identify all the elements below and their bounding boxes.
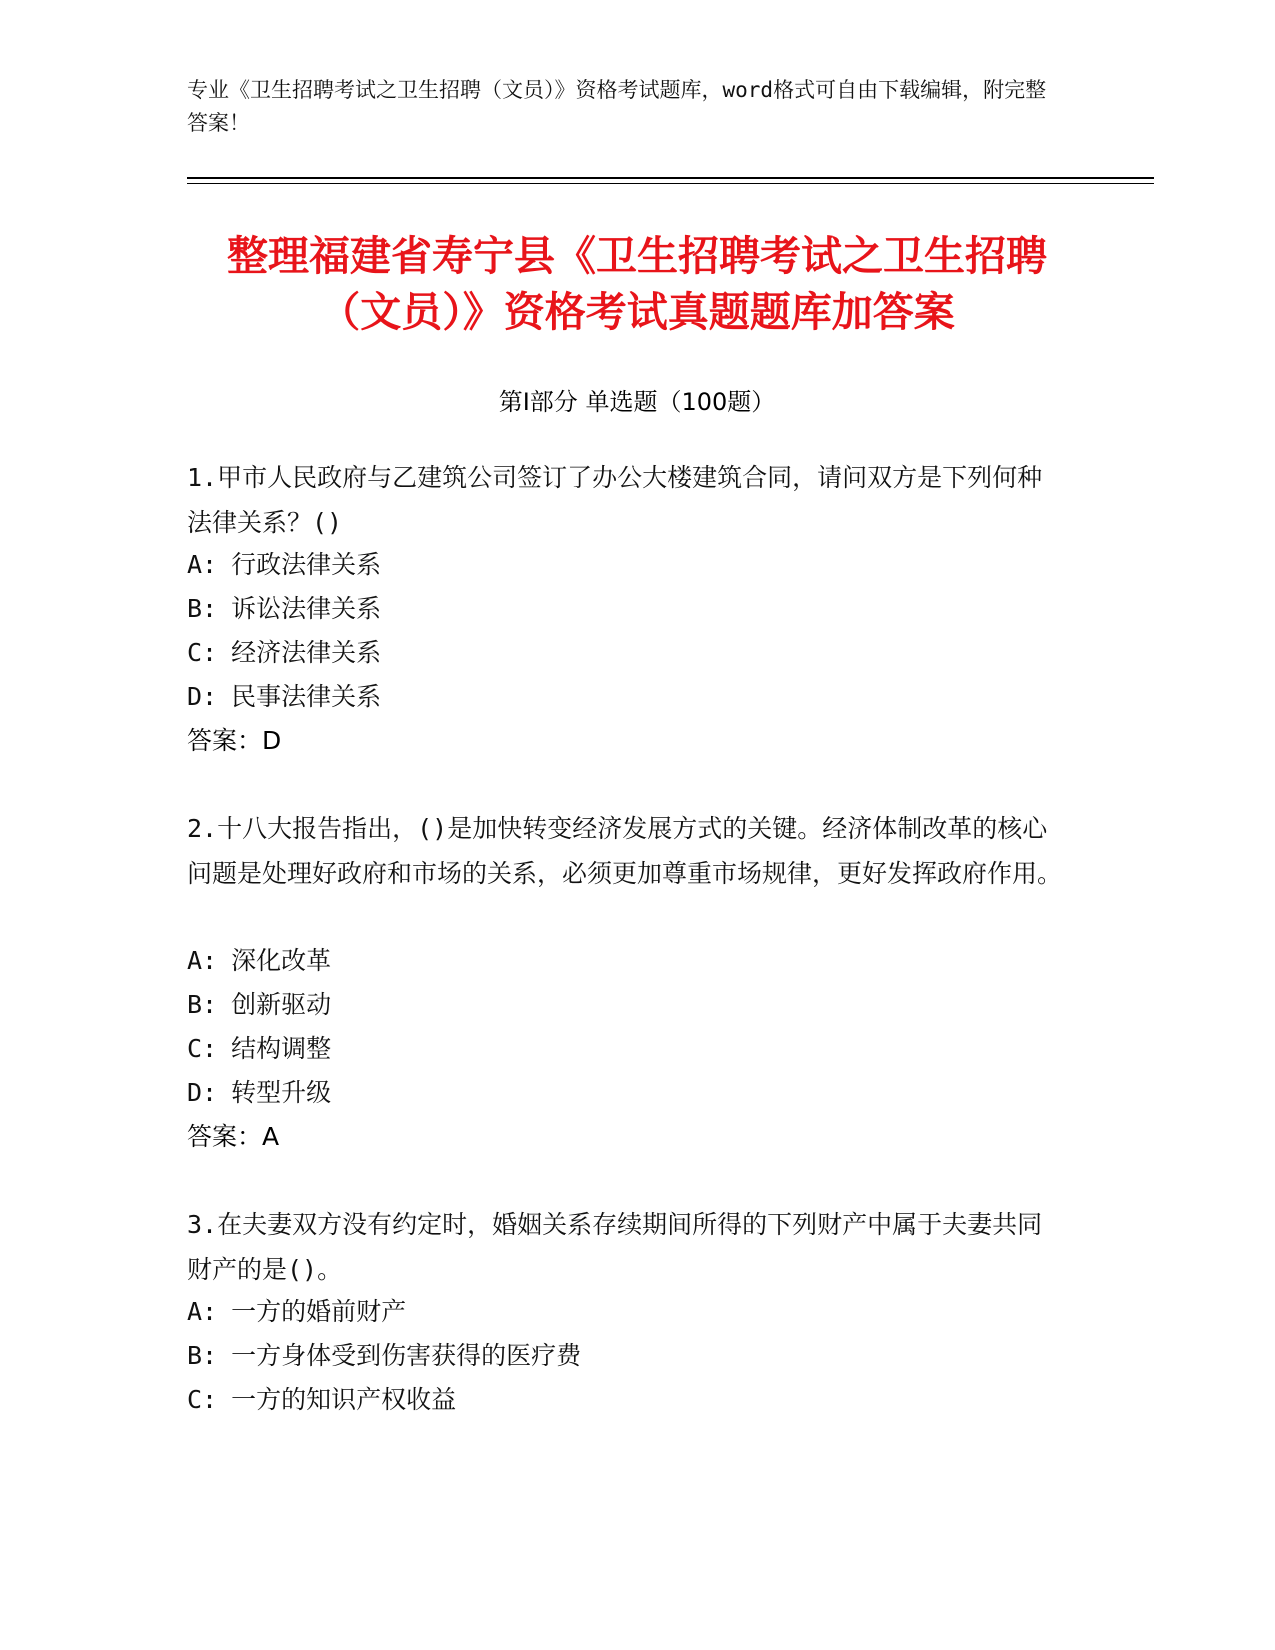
option-key: D:	[187, 682, 218, 711]
header-rule-thick	[187, 177, 1154, 179]
header-note: 专业《卫生招聘考试之卫生招聘（文员）》资格考试题库，word格式可自由下载编辑，附完整答案！	[187, 78, 1047, 135]
question-text: 2.十八大报告指出，()是加快转变经济发展方式的关键。经济体制改革的核心问题是处理好政府和市场的关系，必须更加尊重市场规律，更好发挥政府作用。	[187, 814, 1063, 888]
answer-line: 答案：D	[187, 726, 282, 755]
option-d	[187, 680, 1067, 714]
option-text: 转型升级	[231, 1078, 332, 1107]
option-key: A:	[187, 550, 218, 579]
option-c	[187, 1032, 1067, 1066]
option-key: B:	[187, 990, 218, 1019]
option-key: B:	[187, 1341, 218, 1370]
option-key: A:	[187, 946, 218, 975]
option-text: 创新驱动	[231, 990, 332, 1019]
option-key: B:	[187, 594, 218, 623]
option-text: 经济法律关系	[231, 638, 382, 667]
option-a	[187, 1295, 1067, 1329]
question-text: 1.甲市人民政府与乙建筑公司签订了办公大楼建筑合同，请问双方是下列何种法律关系？()	[187, 463, 1043, 537]
header-rule-thin	[187, 183, 1154, 184]
option-text: 深化改革	[231, 946, 332, 975]
option-text: 一方的婚前财产	[231, 1297, 407, 1326]
question-text: 3.在夫妻双方没有约定时，婚姻关系存续期间所得的下列财产中属于夫妻共同财产的是()。	[187, 1210, 1043, 1284]
option-b	[187, 1339, 1067, 1373]
option-a	[187, 944, 1067, 978]
option-text: 民事法律关系	[231, 682, 382, 711]
option-key: C:	[187, 1034, 218, 1063]
option-key: A:	[187, 1297, 218, 1326]
option-c	[187, 636, 1067, 670]
option-c	[187, 1383, 1067, 1417]
option-a	[187, 548, 1067, 582]
option-text: 行政法律关系	[231, 550, 382, 579]
option-text: 一方身体受到伤害获得的医疗费	[231, 1341, 582, 1370]
option-key: D:	[187, 1078, 218, 1107]
option-text: 一方的知识产权收益	[231, 1385, 457, 1414]
document-title: 整理福建省寿宁县《卫生招聘考试之卫生招聘（文员）》资格考试真题题库加答案	[227, 232, 1047, 336]
section-heading: 第Ⅰ部分 单选题（100题）	[498, 388, 776, 416]
option-d	[187, 1076, 1067, 1110]
option-text: 诉讼法律关系	[231, 594, 382, 623]
option-b	[187, 988, 1067, 1022]
answer-line: 答案：A	[187, 1122, 280, 1151]
option-key: C:	[187, 638, 218, 667]
option-text: 结构调整	[231, 1034, 332, 1063]
option-key: C:	[187, 1385, 218, 1414]
option-b	[187, 592, 1067, 626]
